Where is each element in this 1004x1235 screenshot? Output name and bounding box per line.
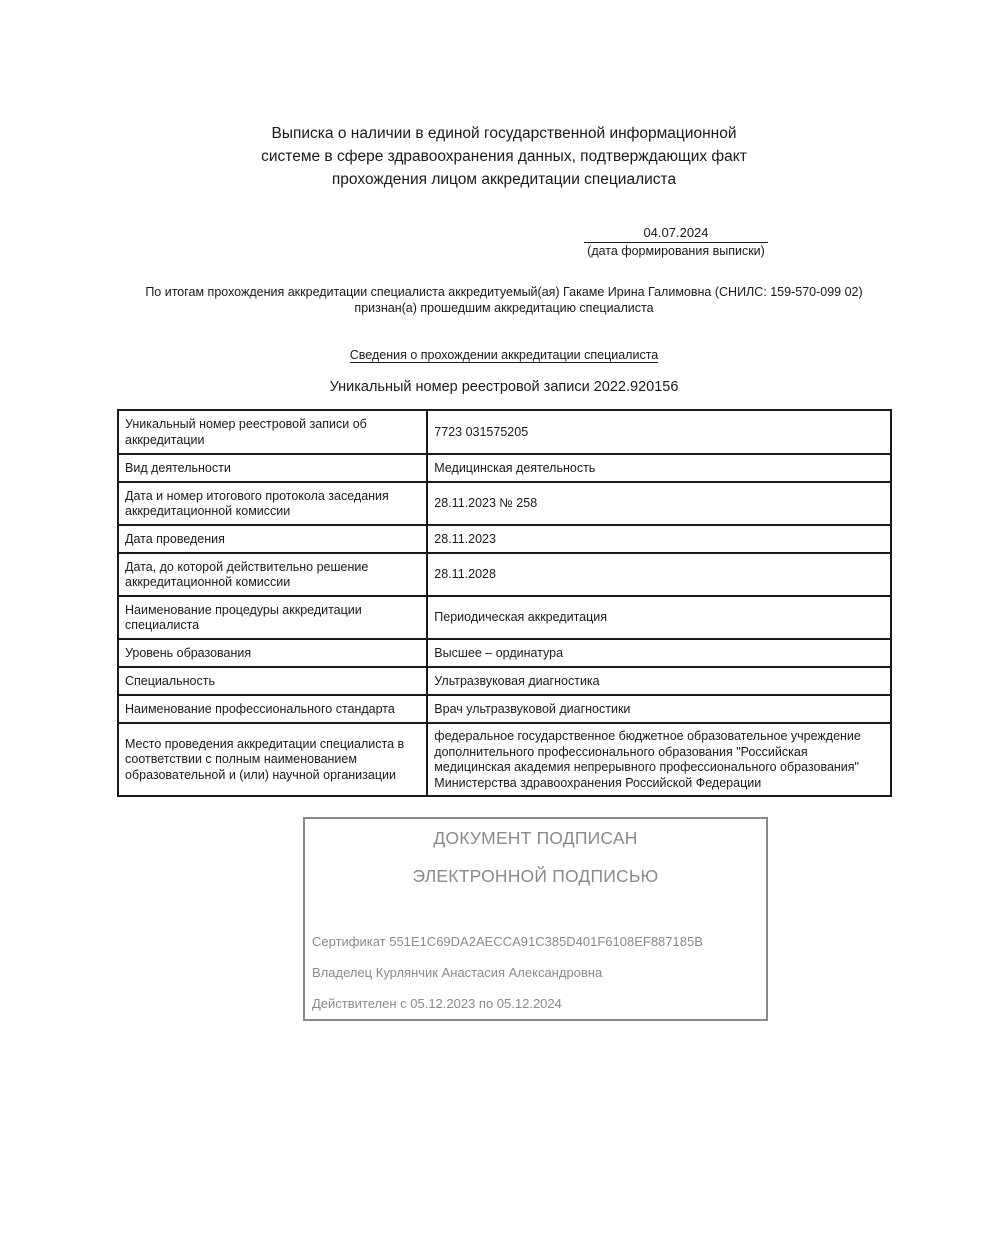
row-label: Уровень образования bbox=[118, 639, 427, 667]
table-row bbox=[118, 639, 891, 667]
section-heading-text: Сведения о прохождении аккредитации специалиста bbox=[349, 348, 659, 362]
row-value: Периодическая аккредитация bbox=[427, 596, 891, 639]
stamp-owner: Владелец Курлянчик Анастасия Александровна bbox=[312, 965, 603, 980]
stamp-certificate: Сертификат 551E1C69DA2AECCA91C385D401F6108EF887185B bbox=[312, 934, 703, 949]
row-label: Дата, до которой действительно решение аккредитационной комиссии bbox=[118, 553, 427, 596]
row-value: Врач ультразвуковой диагностики bbox=[427, 695, 891, 723]
row-label: Вид деятельности bbox=[118, 454, 427, 482]
row-label: Дата и номер итогового протокола заседания аккредитационной комиссии bbox=[118, 482, 427, 525]
row-value: Медицинская деятельность bbox=[427, 454, 891, 482]
row-value: федеральное государственное бюджетное образовательное учреждение дополнительного профессионального образования "Российская медицинская академия непрерывного профессионального образования" Министерства здравоохранения Российской Федерации bbox=[427, 723, 891, 796]
row-value: 28.11.2028 bbox=[427, 553, 891, 596]
row-label: Уникальный номер реестровой записи об аккредитации bbox=[118, 410, 427, 454]
stamp-title-line-2: ЭЛЕКТРОННОЙ ПОДПИСЬЮ bbox=[412, 866, 659, 886]
row-value: 28.11.2023 bbox=[427, 525, 891, 553]
row-value: Ультразвуковая диагностика bbox=[427, 667, 891, 695]
formation-date: 04.07.2024 bbox=[584, 225, 768, 243]
section-heading bbox=[200, 347, 808, 363]
row-label: Наименование процедуры аккредитации специалиста bbox=[118, 596, 427, 639]
table-row bbox=[118, 596, 891, 639]
electronic-signature-stamp bbox=[303, 817, 768, 1021]
table-row bbox=[118, 695, 891, 723]
stamp-validity: Действителен с 05.12.2023 по 05.12.2024 bbox=[312, 996, 562, 1011]
row-value: 28.11.2023 № 258 bbox=[427, 482, 891, 525]
result-line-2: признан(а) прошедшим аккредитацию специалиста bbox=[354, 301, 654, 315]
row-label: Дата проведения bbox=[118, 525, 427, 553]
title-line-2: системе в сфере здравоохранения данных, подтверждающих факт bbox=[261, 148, 747, 165]
row-label: Специальность bbox=[118, 667, 427, 695]
registry-number-line: Уникальный номер реестровой записи 2022.920156 bbox=[329, 379, 679, 395]
formation-date-caption: (дата формирования выписки) bbox=[587, 244, 765, 258]
table-row bbox=[118, 410, 891, 454]
table-row bbox=[118, 723, 891, 796]
accreditation-info-table bbox=[117, 409, 892, 797]
accreditation-result bbox=[100, 284, 908, 316]
table-row bbox=[118, 553, 891, 596]
row-label: Место проведения аккредитации специалиста в соответствии с полным наименованием образовательной и (или) научной организации bbox=[118, 723, 427, 796]
document-title bbox=[200, 122, 808, 191]
table-row bbox=[118, 454, 891, 482]
title-line-3: прохождения лицом аккредитации специалиста bbox=[331, 171, 677, 188]
result-line-1: По итогам прохождения аккредитации специалиста аккредитуемый(ая) Гакаме Ирина Галимовна (СНИЛС: 159-570-099 02) bbox=[145, 285, 863, 299]
title-line-1: Выписка о наличии в единой государственной информационной bbox=[271, 125, 737, 142]
stamp-title-line-1: ДОКУМЕНТ ПОДПИСАН bbox=[433, 828, 638, 848]
table-row bbox=[118, 482, 891, 525]
table-row bbox=[118, 525, 891, 553]
table-row bbox=[118, 667, 891, 695]
row-value: 7723 031575205 bbox=[427, 410, 891, 454]
row-label: Наименование профессионального стандарта bbox=[118, 695, 427, 723]
row-value: Высшее – ординатура bbox=[427, 639, 891, 667]
formation-date-block bbox=[584, 225, 768, 259]
